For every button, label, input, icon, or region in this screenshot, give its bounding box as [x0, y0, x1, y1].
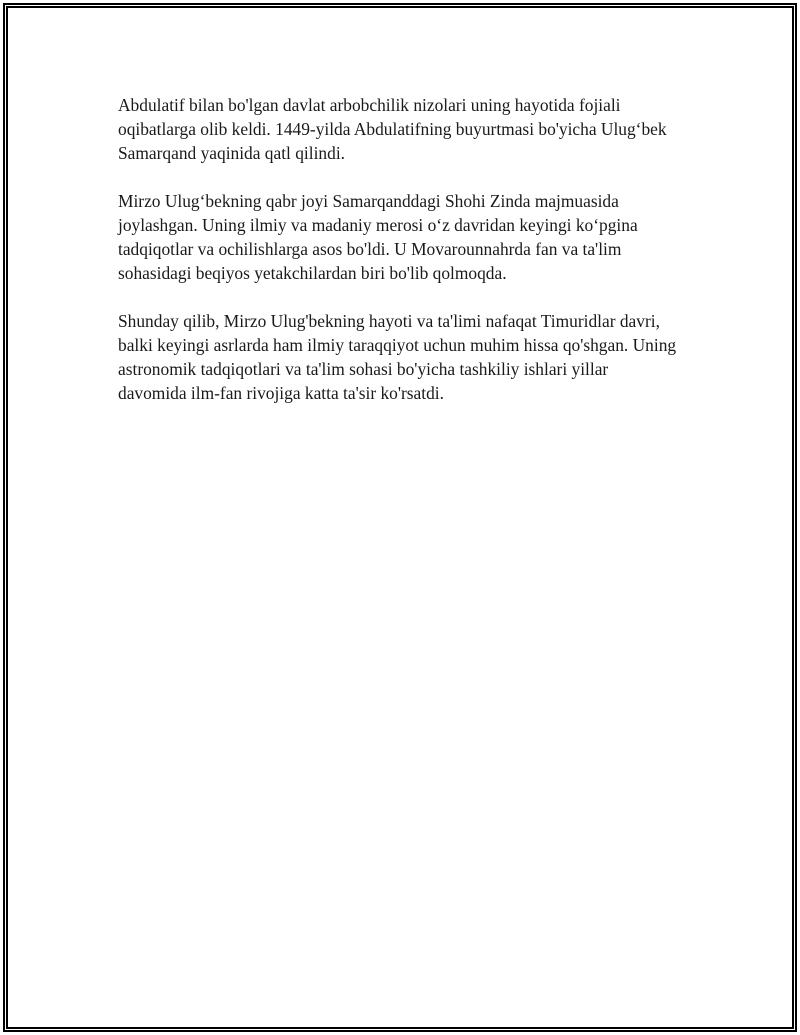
paragraph-conclusion: Shunday qilib, Mirzo Ulug'bekning hayoti va ta'limi nafaqat Timuridlar davri, balki keyingi asrlarda ham ilmiy taraqqiyot uchun muhim hissa qo'shgan. Uning astronomik tadqiqotlari va ta'lim sohasi bo'yicha tashkiliy ishlari yillar davomida ilm-fan rivojiga katta ta'sir ko'rsatdi. — [118, 311, 677, 403]
document-body — [118, 93, 678, 429]
paragraph-burial-legacy: Mirzo Ulug‘bekning qabr joyi Samarqanddagi Shohi Zinda majmuasida joylashgan. Uning ilmiy va madaniy merosi o‘z davridan keyingi ko‘pgina tadqiqotlar va ochilishlarga asos bo'ldi. U Movarounnahrda fan va ta'lim sohasidagi beqiyos yetakchilardan biri bo'lib qolmoqda. — [118, 191, 638, 283]
paragraph-execution: Abdulatif bilan bo'lgan davlat arbobchilik nizolari uning hayotida fojiali oqibatlarga olib keldi. 1449-yilda Abdulatifning buyurtmasi bo'yicha Ulug‘bek Samarqand yaqinida qatl qilindi. — [118, 95, 667, 163]
